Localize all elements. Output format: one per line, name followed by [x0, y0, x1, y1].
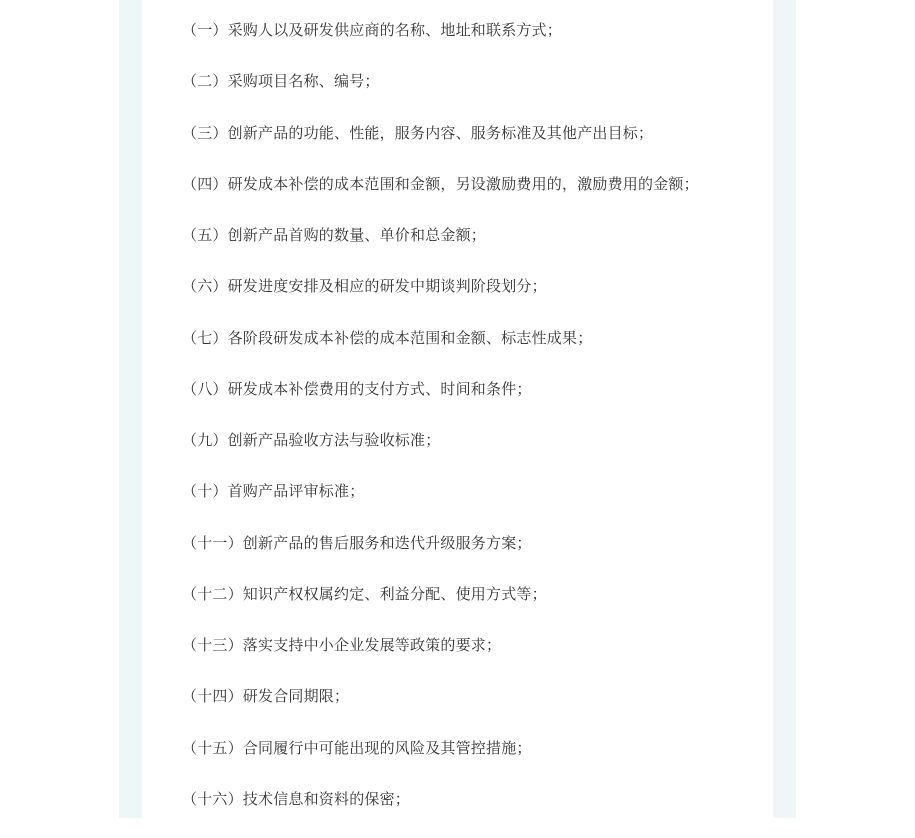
- clause-item: （二）采购项目名称、编号；: [182, 72, 380, 91]
- clause-item: （十六）技术信息和资料的保密；: [182, 789, 411, 808]
- clause-item: （四）研发成本补偿的成本范围和金额，另设激励费用的，激励费用的金额；: [182, 174, 699, 193]
- clause-item: （十）首购产品评审标准；: [182, 482, 365, 501]
- clause-item: （六）研发进度安排及相应的研发中期谈判阶段划分；: [182, 277, 547, 296]
- clause-item: （十四）研发合同期限；: [182, 687, 350, 706]
- clause-item: （十二）知识产权权属约定、利益分配、使用方式等；: [182, 584, 547, 603]
- clause-item: （十五）合同履行中可能出现的风险及其管控措施；: [182, 738, 532, 757]
- contract-clause-list: [182, 18, 772, 838]
- clause-item: （十三）落实支持中小企业发展等政策的要求；: [182, 636, 502, 654]
- clause-item: （七）各阶段研发成本补偿的成本范围和金额、标志性成果；: [182, 328, 593, 347]
- clause-item: （九）创新产品验收方法与验收标准；: [182, 431, 441, 449]
- clause-item: （八）研发成本补偿费用的支付方式、时间和条件；: [182, 379, 532, 398]
- clause-item: （十一）创新产品的售后服务和迭代升级服务方案；: [182, 533, 532, 552]
- clause-item: （五）创新产品首购的数量、单价和总金额；: [182, 226, 487, 244]
- clause-item: （三）创新产品的功能、性能，服务内容、服务标准及其他产出目标；: [182, 123, 654, 142]
- clause-item: （一）采购人以及研发供应商的名称、地址和联系方式；: [182, 21, 563, 39]
